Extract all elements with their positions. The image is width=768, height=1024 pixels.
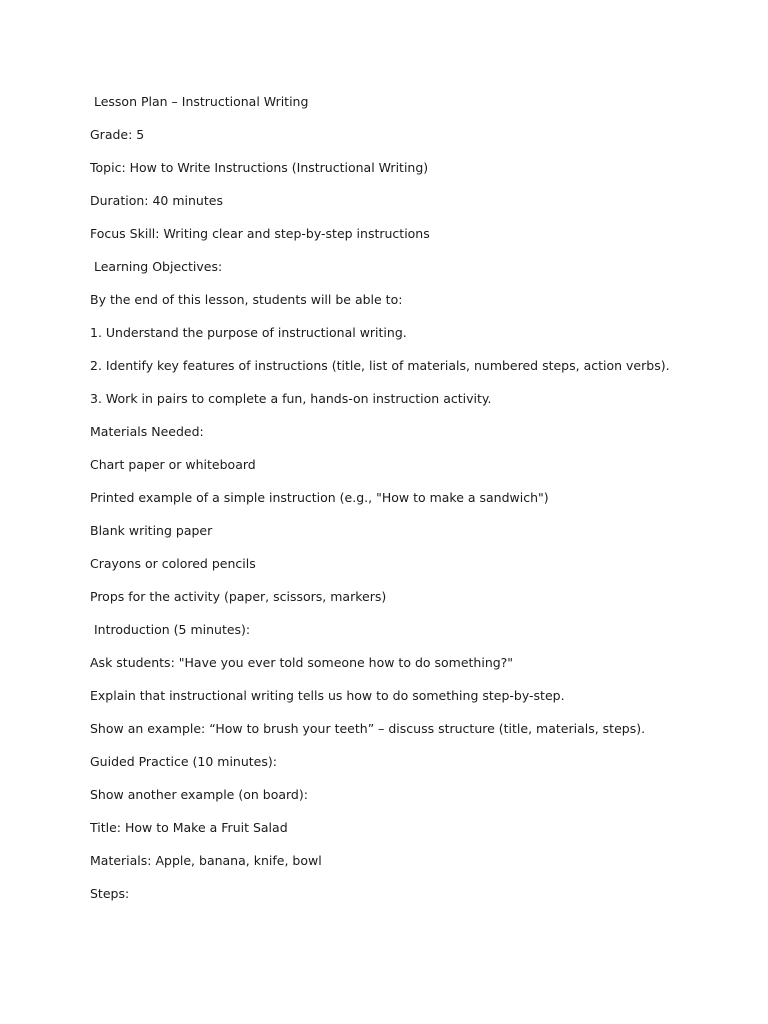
- grade-line: Grade: 5: [90, 127, 145, 142]
- material-item: Props for the activity (paper, scissors, markers): [90, 589, 387, 604]
- learning-objectives-heading: Learning Objectives:: [90, 259, 223, 274]
- example-steps-label: Steps:: [90, 886, 130, 901]
- material-item: Blank writing paper: [90, 523, 213, 538]
- material-item: Chart paper or whiteboard: [90, 457, 256, 472]
- objective-item: 3. Work in pairs to complete a fun, hands-on instruction activity.: [90, 391, 492, 406]
- material-item: Crayons or colored pencils: [90, 556, 256, 571]
- example-materials-line: Materials: Apple, banana, knife, bowl: [90, 853, 322, 868]
- guided-practice-item: Show another example (on board):: [90, 787, 308, 802]
- guided-practice-heading: Guided Practice (10 minutes):: [90, 754, 277, 769]
- objectives-intro: By the end of this lesson, students will be able to:: [90, 292, 403, 307]
- materials-heading: Materials Needed:: [90, 424, 204, 439]
- focus-skill-line: Focus Skill: Writing clear and step-by-step instructions: [90, 226, 430, 241]
- objective-item: 1. Understand the purpose of instructional writing.: [90, 325, 407, 340]
- objective-item: 2. Identify key features of instructions (title, list of materials, numbered steps, action verbs).: [90, 358, 670, 373]
- document-body: [90, 92, 730, 917]
- introduction-item: Show an example: “How to brush your teeth” – discuss structure (title, materials, steps).: [90, 721, 646, 736]
- duration-line: Duration: 40 minutes: [90, 193, 223, 208]
- topic-line: Topic: How to Write Instructions (Instructional Writing): [90, 160, 429, 175]
- introduction-heading: Introduction (5 minutes):: [90, 622, 251, 637]
- introduction-item: Explain that instructional writing tells us how to do something step-by-step.: [90, 688, 565, 703]
- material-item: Printed example of a simple instruction (e.g., "How to make a sandwich"): [90, 490, 549, 505]
- introduction-item: Ask students: "Have you ever told someone how to do something?": [90, 655, 514, 670]
- example-title-line: Title: How to Make a Fruit Salad: [90, 820, 288, 835]
- lesson-plan-title: Lesson Plan – Instructional Writing: [90, 94, 309, 109]
